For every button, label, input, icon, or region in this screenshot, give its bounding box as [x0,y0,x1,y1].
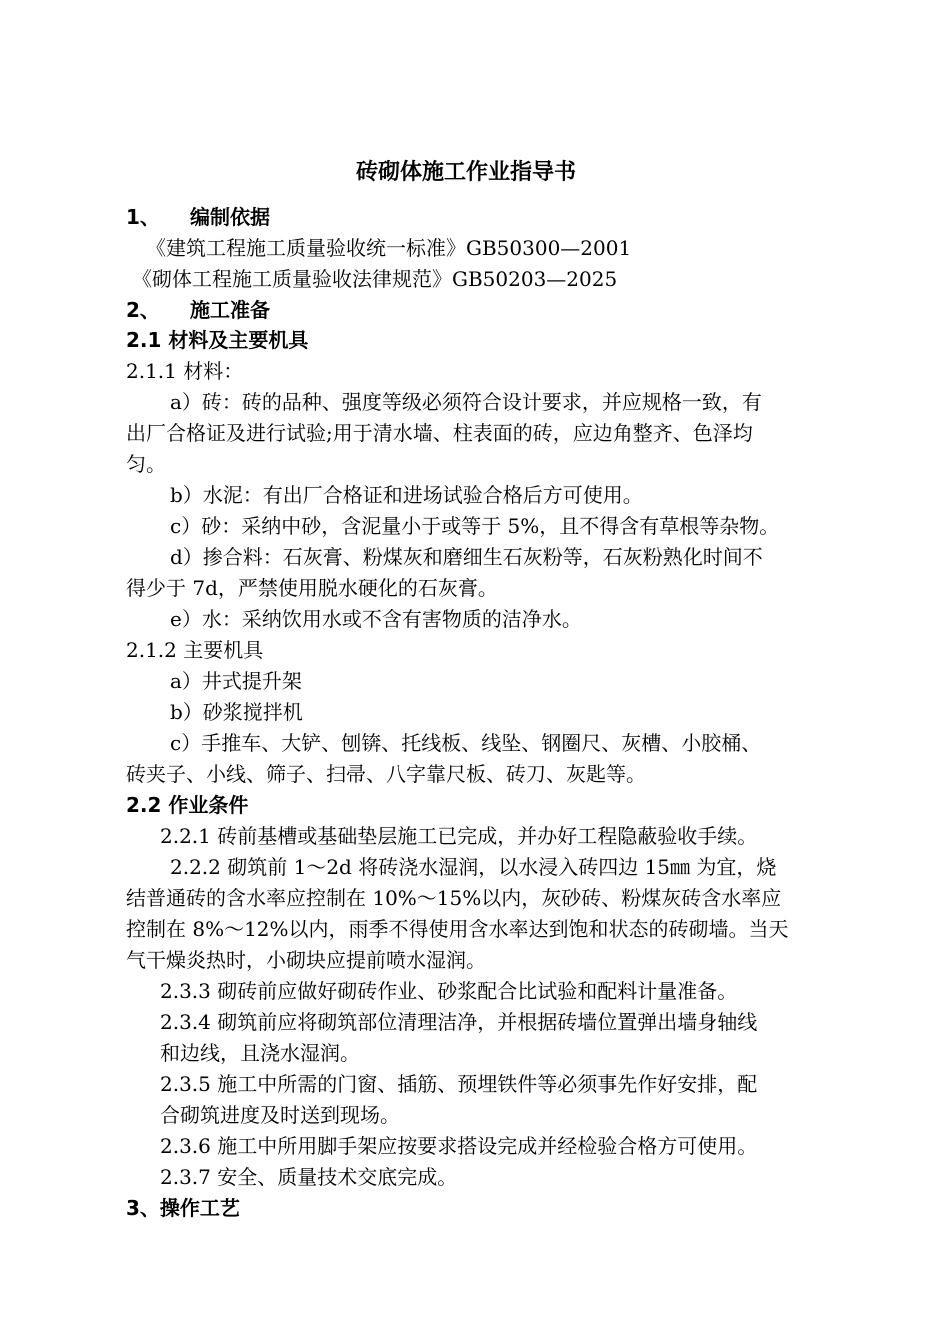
condition-2-3-6: 2.3.6 施工中所用脚手架应按要求搭设完成并经检验合格方可使用。 [160,1134,758,1158]
section-1-heading [126,204,270,230]
reference-standard-2: 《砌体工程施工质量验收法律规范》GB50203—2025 [132,267,618,291]
condition-2-3-5-line-2: 合砌筑进度及时送到现场。 [160,1103,400,1127]
section-1-title: 编制依据 [190,205,270,229]
condition-2-2-2-line-1: 2.2.2 砌筑前 1～2d 将砖浇水湿润，以水浸入砖四边 15㎜ 为宜，烧 [170,855,777,879]
section-1-number: 1、 [126,205,160,229]
condition-2-2-2-line-2: 结普通砖的含水率应控制在 10%～15%以内，灰砂砖、粉煤灰砖含水率应 [126,886,782,910]
material-brick-line-3: 匀。 [126,452,166,476]
section-2-title: 施工准备 [190,298,270,322]
section-2-2-heading: 2.2 作业条件 [126,793,249,817]
condition-2-3-3: 2.3.3 砌砖前应做好砌砖作业、砂浆配合比试验和配料计量准备。 [160,979,738,1003]
material-admixture-line-1: d）掺合料：石灰膏、粉煤灰和磨细生石灰粉等，石灰粉熟化时间不 [170,545,763,569]
material-cement: b）水泥：有出厂合格证和进场试验合格后方可使用。 [170,483,643,507]
document-title: 砖砌体施工作业指导书 [356,160,577,185]
reference-standard-1: 《建筑工程施工质量验收统一标准》GB50300—2001 [146,236,632,260]
tool-hand-tools-line-1: c）手推车、大铲、刨锛、托线板、线坠、钢圈尺、灰槽、小胶桶、 [170,731,762,755]
material-water: e）水：采纳饮用水或不含有害物质的洁净水。 [170,607,582,631]
section-3-heading: 3、操作工艺 [126,1196,240,1220]
condition-2-2-2-line-4: 气干燥炎热时，小砌块应提前喷水湿润。 [126,948,486,972]
condition-2-3-4-line-2: 和边线，且浇水湿润。 [160,1041,360,1065]
condition-2-3-5-line-1: 2.3.5 施工中所需的门窗、插筋、预埋铁件等必须事先作好安排，配 [160,1072,758,1096]
material-sand: c）砂：采纳中砂，含泥量小于或等于 5%，且不得含有草根等杂物。 [170,514,780,538]
section-2-1-1-heading: 2.1.1 材料： [126,359,244,383]
tool-mortar-mixer: b）砂浆搅拌机 [170,700,303,724]
condition-2-2-2-line-3: 控制在 8%～12%以内，雨季不得使用含水率达到饱和状态的砖砌墙。当天 [126,917,789,941]
material-admixture-line-2: 得少于 7d，严禁使用脱水硬化的石灰膏。 [126,576,498,600]
condition-2-2-1: 2.2.1 砖前基槽或基础垫层施工已完成，并办好工程隐蔽验收手续。 [160,824,758,848]
section-2-1-heading: 2.1 材料及主要机具 [126,328,309,352]
material-brick-line-1: a）砖：砖的品种、强度等级必须符合设计要求，并应规格一致，有 [170,390,762,414]
tool-hoist: a）井式提升架 [170,669,302,693]
material-brick-line-2: 出厂合格证及进行试验;用于清水墙、柱表面的砖，应边角整齐、色泽均 [126,421,753,445]
section-2-1-2-heading: 2.1.2 主要机具 [126,638,264,662]
section-2-number: 2、 [126,298,160,322]
section-2-heading [126,297,270,323]
condition-2-3-4-line-1: 2.3.4 砌筑前应将砌筑部位清理洁净，并根据砖墙位置弹出墙身轴线 [160,1010,758,1034]
condition-2-3-7: 2.3.7 安全、质量技术交底完成。 [160,1165,458,1189]
tool-hand-tools-line-2: 砖夹子、小线、筛子、扫帚、八字靠尺板、砖刀、灰匙等。 [126,762,646,786]
